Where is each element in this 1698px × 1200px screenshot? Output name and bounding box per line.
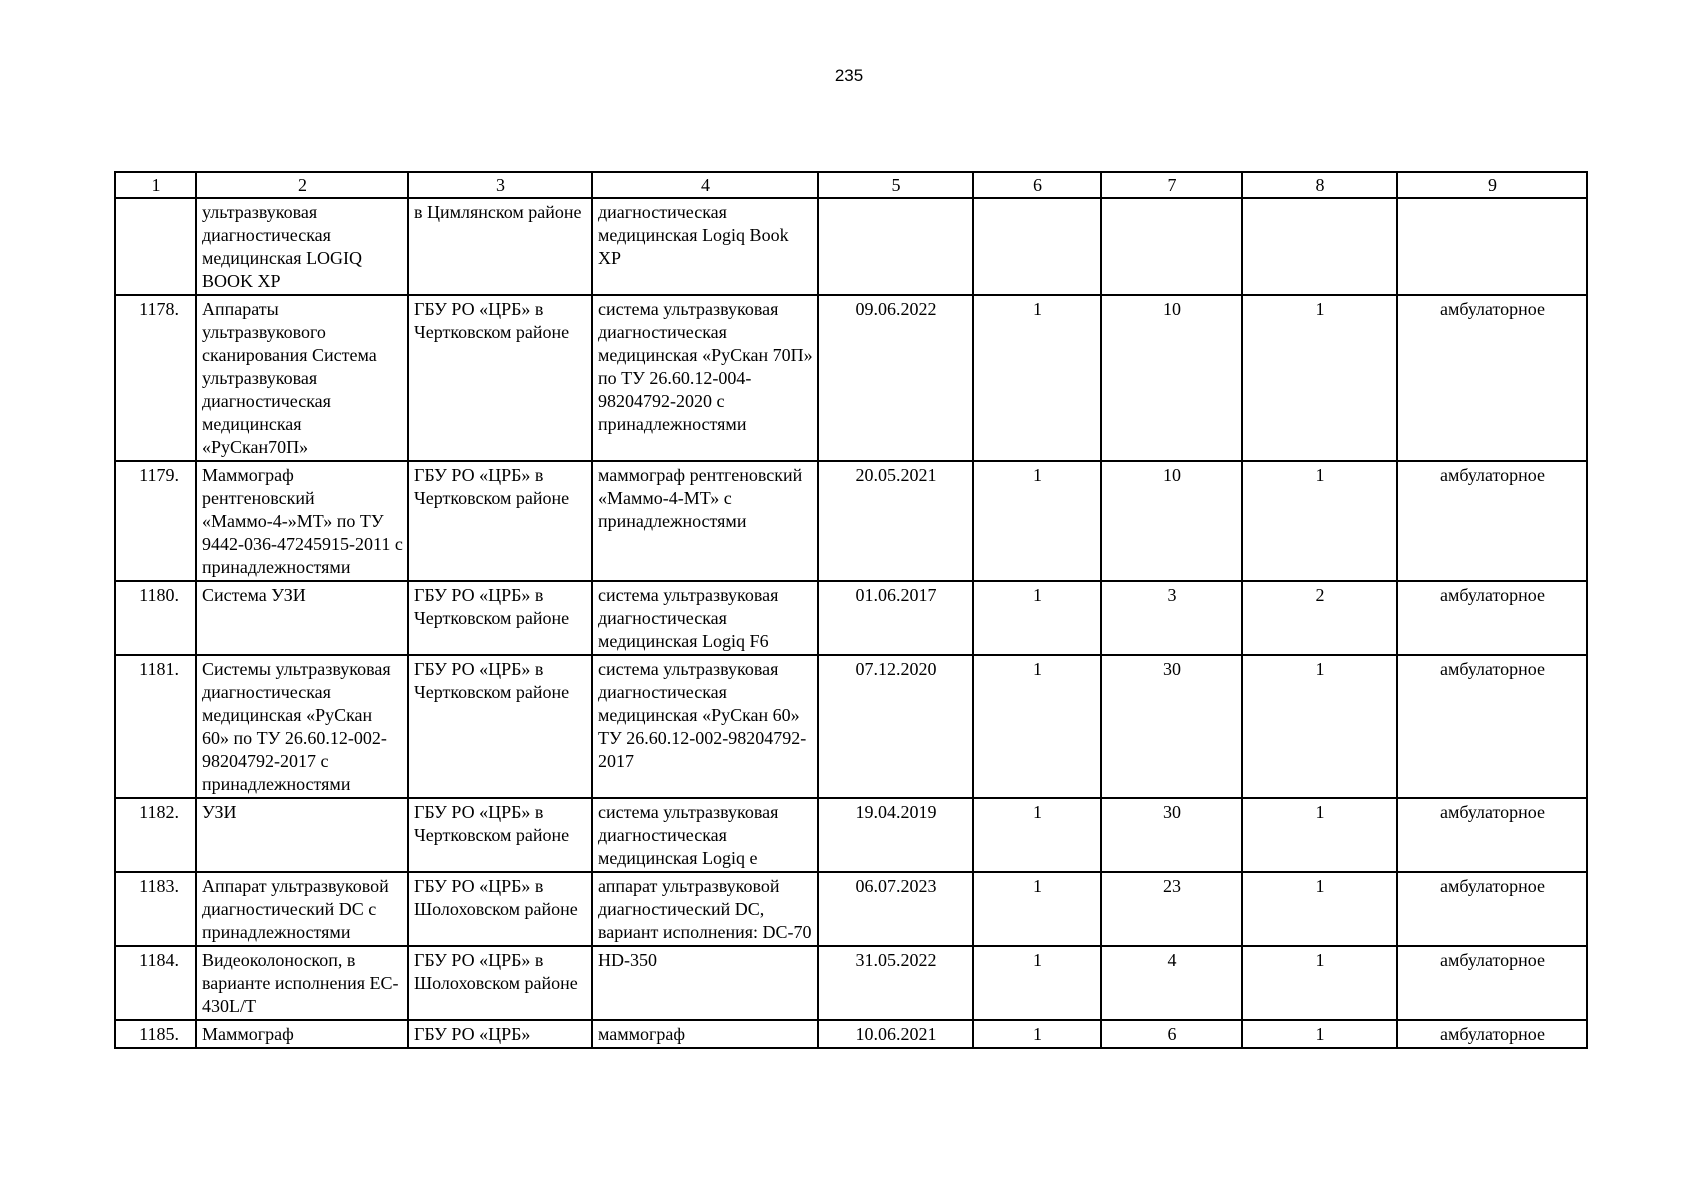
column-8-cell: 1 (1242, 655, 1397, 798)
column-7-cell: 3 (1101, 581, 1242, 655)
row-number-cell: 1184. (115, 946, 196, 1020)
column-8-cell: 1 (1242, 798, 1397, 872)
row-number-cell: 1182. (115, 798, 196, 872)
column-8-cell: 1 (1242, 1020, 1397, 1048)
table-row (115, 946, 1587, 1020)
header-cell: 9 (1397, 172, 1587, 198)
equipment-table (114, 171, 1588, 1049)
table-row (115, 798, 1587, 872)
care-type-cell: амбулаторное (1397, 581, 1587, 655)
column-6-cell: 1 (973, 655, 1101, 798)
header-cell: 2 (196, 172, 408, 198)
column-8-cell: 1 (1242, 461, 1397, 581)
date-cell: 20.05.2021 (818, 461, 973, 581)
row-number-cell: 1178. (115, 295, 196, 461)
equipment-name-cell: Видеоколоноскоп, в варианте исполнения EC-430L/T (196, 946, 408, 1020)
date-cell: 31.05.2022 (818, 946, 973, 1020)
model-cell: система ультразвуковая диагностическая медицинская Logiq F6 (592, 581, 818, 655)
column-8-cell: 1 (1242, 295, 1397, 461)
date-cell: 01.06.2017 (818, 581, 973, 655)
page-number: 235 (834, 66, 864, 85)
model-cell: HD-350 (592, 946, 818, 1020)
model-cell: система ультразвуковая диагностическая медицинская Logiq e (592, 798, 818, 872)
organization-cell: ГБУ РО «ЦРБ» (408, 1020, 592, 1048)
organization-cell: в Цимлянском районе (408, 198, 592, 295)
care-type-cell: амбулаторное (1397, 295, 1587, 461)
date-cell: 07.12.2020 (818, 655, 973, 798)
equipment-name-cell: Система УЗИ (196, 581, 408, 655)
organization-cell: ГБУ РО «ЦРБ» в Чертковском районе (408, 581, 592, 655)
care-type-cell (1397, 198, 1587, 295)
organization-cell: ГБУ РО «ЦРБ» в Чертковском районе (408, 798, 592, 872)
column-6-cell: 1 (973, 872, 1101, 946)
table-row (115, 295, 1587, 461)
row-number-cell: 1183. (115, 872, 196, 946)
model-cell: система ультразвуковая диагностическая медицинская «РуСкан 60» ТУ 26.60.12-002-98204792-2017 (592, 655, 818, 798)
header-cell: 3 (408, 172, 592, 198)
column-8-cell (1242, 198, 1397, 295)
table-row (115, 655, 1587, 798)
care-type-cell: амбулаторное (1397, 798, 1587, 872)
column-6-cell (973, 198, 1101, 295)
column-6-cell: 1 (973, 581, 1101, 655)
organization-cell: ГБУ РО «ЦРБ» в Шолоховском районе (408, 872, 592, 946)
column-8-cell: 2 (1242, 581, 1397, 655)
table-row (115, 461, 1587, 581)
column-8-cell: 1 (1242, 946, 1397, 1020)
column-7-cell: 30 (1101, 655, 1242, 798)
column-7-cell: 10 (1101, 461, 1242, 581)
date-cell: 06.07.2023 (818, 872, 973, 946)
row-number-cell: 1179. (115, 461, 196, 581)
table-row (115, 198, 1587, 295)
row-number-cell: 1180. (115, 581, 196, 655)
equipment-name-cell: Системы ультразвуковая диагностическая медицинская «РуСкан 60» по ТУ 26.60.12-002-98204792-2017 с принадлежностями (196, 655, 408, 798)
care-type-cell: амбулаторное (1397, 461, 1587, 581)
column-6-cell: 1 (973, 1020, 1101, 1048)
date-cell (818, 198, 973, 295)
column-7-cell: 4 (1101, 946, 1242, 1020)
equipment-name-cell: УЗИ (196, 798, 408, 872)
column-7-cell: 10 (1101, 295, 1242, 461)
organization-cell: ГБУ РО «ЦРБ» в Чертковском районе (408, 461, 592, 581)
care-type-cell: амбулаторное (1397, 946, 1587, 1020)
care-type-cell: амбулаторное (1397, 872, 1587, 946)
header-cell: 5 (818, 172, 973, 198)
organization-cell: ГБУ РО «ЦРБ» в Чертковском районе (408, 655, 592, 798)
header-cell: 6 (973, 172, 1101, 198)
column-7-cell (1101, 198, 1242, 295)
column-7-cell: 23 (1101, 872, 1242, 946)
header-cell: 8 (1242, 172, 1397, 198)
table-row (115, 1020, 1587, 1048)
date-cell: 10.06.2021 (818, 1020, 973, 1048)
model-cell: маммограф (592, 1020, 818, 1048)
equipment-name-cell: Маммограф рентгеновский «Маммо-4-»МТ» по ТУ 9442-036-47245915-2011 с принадлежностями (196, 461, 408, 581)
column-6-cell: 1 (973, 798, 1101, 872)
date-cell: 09.06.2022 (818, 295, 973, 461)
equipment-name-cell: ультразвуковая диагностическая медицинская LOGIQ BOOK XP (196, 198, 408, 295)
column-7-cell: 6 (1101, 1020, 1242, 1048)
column-6-cell: 1 (973, 461, 1101, 581)
column-7-cell: 30 (1101, 798, 1242, 872)
equipment-name-cell: Аппараты ультразвукового сканирования Система ультразвуковая диагностическая медицинская «РуСкан70П» (196, 295, 408, 461)
equipment-name-cell: Маммограф (196, 1020, 408, 1048)
care-type-cell: амбулаторное (1397, 1020, 1587, 1048)
row-number-cell (115, 198, 196, 295)
equipment-name-cell: Аппарат ультразвуковой диагностический DC с принадлежностями (196, 872, 408, 946)
table-row (115, 581, 1587, 655)
model-cell: маммограф рентгеновский «Маммо-4-МТ» с принадлежностями (592, 461, 818, 581)
care-type-cell: амбулаторное (1397, 655, 1587, 798)
organization-cell: ГБУ РО «ЦРБ» в Шолоховском районе (408, 946, 592, 1020)
table-header-row (115, 172, 1587, 198)
table-row (115, 872, 1587, 946)
row-number-cell: 1185. (115, 1020, 196, 1048)
header-cell: 1 (115, 172, 196, 198)
row-number-cell: 1181. (115, 655, 196, 798)
model-cell: система ультразвуковая диагностическая медицинская «РуСкан 70П» по ТУ 26.60.12-004-98204792-2020 с принадлежностями (592, 295, 818, 461)
organization-cell: ГБУ РО «ЦРБ» в Чертковском районе (408, 295, 592, 461)
column-8-cell: 1 (1242, 872, 1397, 946)
model-cell: диагностическая медицинская Logiq Book XP (592, 198, 818, 295)
header-cell: 4 (592, 172, 818, 198)
column-6-cell: 1 (973, 946, 1101, 1020)
header-cell: 7 (1101, 172, 1242, 198)
date-cell: 19.04.2019 (818, 798, 973, 872)
model-cell: аппарат ультразвуковой диагностический DC, вариант исполнения: DC-70 (592, 872, 818, 946)
column-6-cell: 1 (973, 295, 1101, 461)
